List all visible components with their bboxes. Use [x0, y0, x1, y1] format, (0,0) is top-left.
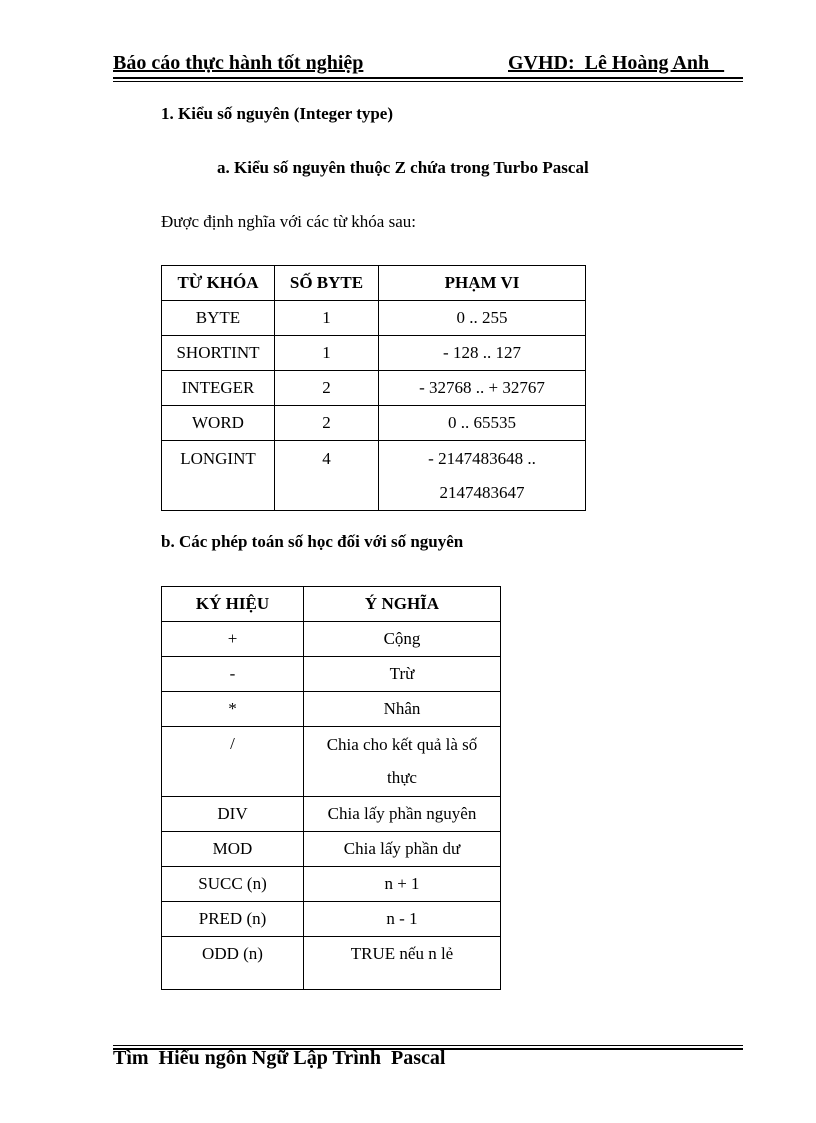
table-row	[162, 727, 501, 797]
header-rule-thick	[113, 77, 743, 79]
cell-range: - 2147483648 .. 2147483647	[379, 441, 586, 511]
cell-meaning: Chia lấy phần dư	[304, 832, 501, 867]
footer-rule-thin	[113, 1045, 743, 1046]
header-report-title: Báo cáo thực hành tốt nghiệp	[113, 52, 364, 74]
table-row	[162, 371, 586, 406]
cell-symbol: +	[162, 622, 304, 657]
cell-meaning: Chia lấy phần nguyên	[304, 797, 501, 832]
header-rule-thin	[113, 81, 743, 82]
integer-types-table	[161, 265, 586, 511]
cell-meaning: Trừ	[304, 657, 501, 692]
table-row	[162, 657, 501, 692]
cell-keyword: BYTE	[162, 301, 275, 336]
cell-bytes: 2	[275, 406, 379, 441]
page-header	[113, 52, 741, 78]
section-heading-integer-type: 1. Kiểu số nguyên (Integer type)	[161, 104, 394, 123]
column-header-range: PHẠM VI	[379, 266, 586, 301]
cell-symbol: ODD (n)	[162, 937, 304, 990]
cell-symbol: SUCC (n)	[162, 867, 304, 902]
cell-bytes: 2	[275, 371, 379, 406]
intro-paragraph: Được định nghĩa với các từ khóa sau:	[161, 212, 416, 231]
table-row	[162, 937, 501, 990]
cell-keyword: WORD	[162, 406, 275, 441]
table-header-row	[162, 587, 501, 622]
cell-symbol: *	[162, 692, 304, 727]
cell-meaning: n - 1	[304, 902, 501, 937]
cell-meaning: Chia cho kết quả là số thực	[304, 727, 501, 797]
table-header-row	[162, 266, 586, 301]
cell-bytes: 4	[275, 441, 379, 511]
arithmetic-operators-table	[161, 586, 501, 990]
subsection-heading-arithmetic: b. Các phép toán số học đối với số nguyên	[161, 532, 464, 551]
table-row	[162, 867, 501, 902]
column-header-meaning: Ý NGHĨA	[304, 587, 501, 622]
cell-range: - 32768 .. + 32767	[379, 371, 586, 406]
column-header-keyword: TỪ KHÓA	[162, 266, 275, 301]
table-row	[162, 692, 501, 727]
table-row	[162, 441, 586, 511]
cell-meaning: TRUE nếu n lẻ	[304, 937, 501, 990]
cell-range: - 128 .. 127	[379, 336, 586, 371]
table-row	[162, 797, 501, 832]
column-header-symbol: KÝ HIỆU	[162, 587, 304, 622]
table-row	[162, 622, 501, 657]
cell-range: 0 .. 65535	[379, 406, 586, 441]
cell-meaning: Cộng	[304, 622, 501, 657]
cell-range: 0 .. 255	[379, 301, 586, 336]
column-header-bytes: SỐ BYTE	[275, 266, 379, 301]
cell-symbol: -	[162, 657, 304, 692]
table-row	[162, 832, 501, 867]
cell-bytes: 1	[275, 301, 379, 336]
cell-keyword: SHORTINT	[162, 336, 275, 371]
cell-symbol: PRED (n)	[162, 902, 304, 937]
subsection-heading-z-types: a. Kiểu số nguyên thuộc Z chứa trong Turbo Pascal	[217, 158, 589, 177]
cell-meaning: n + 1	[304, 867, 501, 902]
table-row	[162, 336, 586, 371]
cell-symbol: /	[162, 727, 304, 797]
table-row	[162, 902, 501, 937]
cell-symbol: MOD	[162, 832, 304, 867]
table-row	[162, 301, 586, 336]
header-instructor: GVHD: Lê Hoàng Anh	[508, 52, 725, 74]
cell-keyword: LONGINT	[162, 441, 275, 511]
cell-meaning: Nhân	[304, 692, 501, 727]
cell-bytes: 1	[275, 336, 379, 371]
cell-keyword: INTEGER	[162, 371, 275, 406]
table-row	[162, 406, 586, 441]
cell-symbol: DIV	[162, 797, 304, 832]
page-footer: Tìm Hiểu ngôn Ngữ Lập Trình Pascal	[113, 1047, 446, 1069]
